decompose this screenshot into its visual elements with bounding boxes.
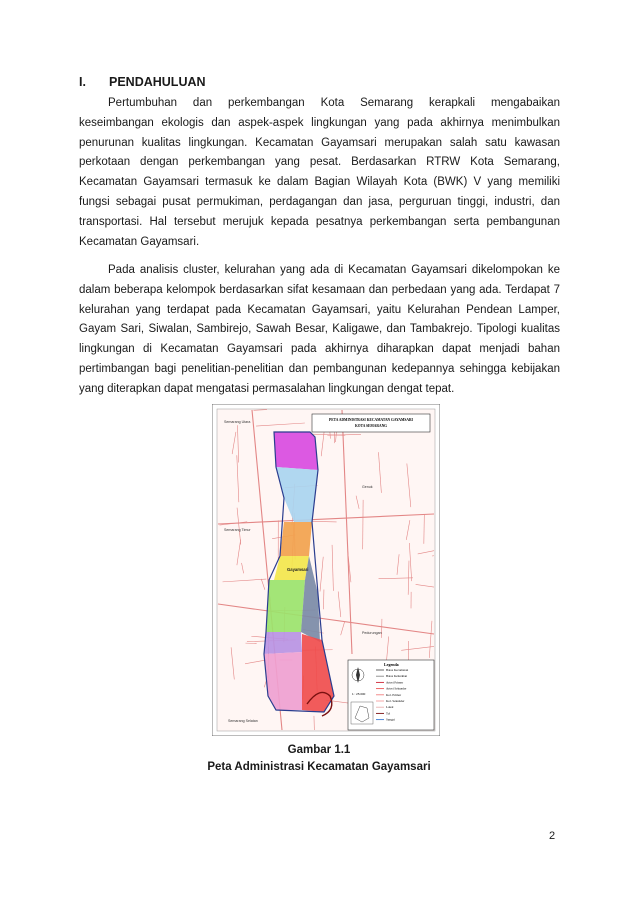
legend-item: Kol. Primer	[386, 692, 402, 697]
figure-caption: Peta Administrasi Kecamatan Gayamsari	[207, 761, 431, 773]
section-title: PENDAHULUAN	[109, 75, 206, 89]
kelurahan-sawah-besar	[280, 522, 312, 556]
map-scale: 1 : 25.000	[352, 692, 366, 696]
legend-item: Arteri Sekunder	[386, 686, 407, 691]
page-number: 2	[549, 830, 556, 842]
label-genuk: Genuk	[362, 485, 373, 489]
label-pedurungan: Pedurungan	[362, 631, 382, 635]
kelurahan-tambakrejo	[274, 432, 318, 470]
legend-item: Lokal	[386, 705, 394, 710]
paragraph-2: Pada analisis cluster, kelurahan yang ada di Kecamatan Gayamsari dikelompokan ke dalam beberapa kelompok berdasarkan sifat kesamaan dan perbedaan yang ada. Terdapat 7 kelurahan yang terdapat pada Kecamatan Gayamsari, yaitu Kelurahan Pendean Lamper, Gayam Sari, Siwalan, Sambirejo, Sawah Besar, Kaligawe, dan Tambakrejo. Tipologi kualitas lingkungan di Kecamatan Gayamsari pada akhirnya diharapkan dapat menjadi bahan pertimbangan bagi penelitian-penelitian dan pembangunan kedepannya sehingga kebijakan yang diterapkan dapat mengatasi permasalahan lingkungan dengat tepat.	[79, 264, 560, 395]
section-heading	[79, 75, 206, 89]
section-number: I.	[79, 75, 86, 89]
legend-item: Batas Kelurahan	[386, 674, 408, 679]
label-semarang-timur: Semarang Timur	[224, 528, 251, 532]
map-subtitle: KOTA SEMARANG	[355, 424, 387, 428]
map-title-box	[312, 414, 430, 432]
legend-item: Sungai	[386, 717, 395, 722]
label-semarang-utara: Semarang Utara	[224, 420, 251, 424]
administrative-map	[212, 404, 440, 736]
legend-title: Legenda	[384, 662, 399, 667]
map-title: PETA ADMINISTRASI KECAMATAN GAYAMSARI	[329, 418, 413, 422]
kelurahan-sambirejo-east	[264, 632, 302, 654]
paragraph-1: Pertumbuhan dan perkembangan Kota Semarang kerapkali mengabaikan keseimbangan ekologis dan aspek-aspek lingkungan yang pada akhirnya menimbulkan penurunan kualitas lingkungan. Kecamatan Gayamsari merupakan salah satu kawasan perkotaan dengan perkembangan yang pesat. Berdasarkan RTRW Kota Semarang, Kecamatan Gayamsari termasuk ke dalam Bagian Wilayah Kota (BWK) V yang memiliki fungsi sebagai pusat permukiman, perdagangan dan jasa, perguruan tinggi, industri, dan transportasi. Hal tersebut merujuk kepada pesatnya perkembangan serta pembangunan Kecamatan Gayamsari.	[79, 97, 560, 248]
legend-item: Tol	[386, 711, 391, 716]
legend-item: Kol. Sekunder	[386, 699, 405, 703]
legend-item: Arteri Primer	[386, 680, 404, 685]
label-gayamsari: Gayamsari	[287, 567, 309, 572]
figure-number: Gambar 1.1	[287, 744, 351, 756]
label-semarang-selatan: Semarang Selatan	[228, 719, 258, 723]
kelurahan-siwalan	[266, 580, 305, 632]
legend-item: Batas Kecamatan	[386, 668, 409, 672]
